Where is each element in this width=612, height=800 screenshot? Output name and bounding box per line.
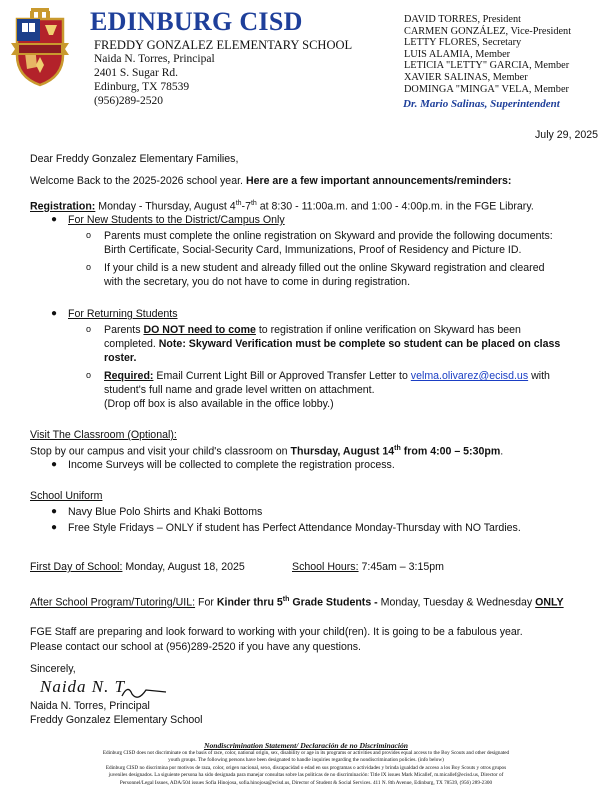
new-students-label: For New Students to the District/Campus Only (68, 214, 285, 226)
text: Email Current Light Bill or Approved Transfer Letter to (156, 370, 408, 382)
school-hours-value: 7:45am – 3:15pm (361, 561, 444, 573)
letter-date: July 29, 2025 (535, 129, 599, 141)
board-member: CARMEN GONZÁLEZ, Vice-President (404, 25, 572, 37)
board-member: DOMINGA "MINGA" VELA, Member (404, 83, 569, 95)
returning-item-1-line-3: roster. (104, 352, 137, 364)
new-item-2-line-1: If your child is a new student and already filled out the online Skyward registration and cleared (104, 262, 545, 274)
bullet-circle: o (86, 262, 92, 272)
required-label: Required: (104, 370, 154, 382)
first-day-value: Monday, August 18, 2025 (125, 561, 245, 573)
welcome-line (30, 174, 511, 188)
days: Monday, Tuesday & Wednesday (380, 596, 533, 609)
signature-name: Naida N. Torres, Principal (30, 700, 150, 712)
footer-line: Edinburg CISD does not discriminate on the basis of race, color, national origin, sex, disability or age in its programs or activities and provides equal access to the Boy Scouts and other designated (102, 750, 510, 756)
closing-line-1: FGE Staff are preparing and look forward to working with your child(ren). It is going to be a fabulous year. (30, 626, 523, 638)
bullet-circle: o (86, 324, 92, 334)
returning-item-1-line-2 (104, 337, 560, 351)
bullet-circle: o (86, 230, 92, 240)
district-name: EDINBURG CISD (90, 7, 303, 36)
new-item-1-line-1: Parents must complete the online registration on Skyward and provide the following documents: (104, 230, 553, 242)
welcome-text: Welcome Back to the 2025-2026 school year. (30, 175, 243, 187)
first-day-line (30, 560, 245, 574)
returning-item-2-line-2: student's full name and grade level written on attachment. (104, 384, 375, 396)
registration-dates-a: Monday - Thursday, August 4 (98, 200, 236, 213)
footer-line: Edinburg CISD no discrimina por motivos de raza, color, origen nacional, sexo, discapacidad o edad en sus programas o actividades y brinda igualdad de acceso a los Boy Scouts y otros grupos (105, 764, 507, 771)
text: Parents (104, 324, 141, 336)
footer-title: Nondiscrimination Statement/ Declaración de no Discriminación (204, 741, 408, 750)
bullet-circle: o (86, 370, 92, 380)
returning-item-2-line-3: (Drop off box is also available in the office lobby.) (104, 398, 334, 410)
returning-item-1-line-1 (104, 323, 521, 337)
school-phone: (956)289-2520 (94, 95, 163, 107)
bullet-dot: ● (51, 506, 58, 517)
footer-line: youth groups. The following persons have been designated to handle inquiries regarding the nondiscrimination policies. (info below) (168, 757, 444, 764)
bullet-dot: ● (51, 459, 58, 470)
signature-school: Freddy Gonzalez Elementary School (30, 714, 203, 726)
email-link[interactable]: velma.olivarez@ecisd.us (410, 370, 529, 382)
district-crest (9, 7, 71, 87)
board-member: LETTY FLORES, Secretary (404, 37, 522, 49)
registration-dates-b: -7 (241, 200, 251, 213)
only: ONLY (535, 596, 564, 609)
board-member: LETICIA "LETTY" GARCIA, Member (404, 60, 570, 72)
note: Note: Skyward Verification must be complete so student can be placed on class (158, 338, 561, 350)
sup: th (250, 200, 257, 207)
uniform-bullet-1: Navy Blue Polo Shirts and Khaki Bottoms (68, 506, 263, 518)
board-member: DAVID TORRES, President (404, 14, 521, 25)
greeting: Dear Freddy Gonzalez Elementary Families, (30, 153, 239, 165)
signature: Naida N. T (40, 677, 126, 696)
text: . (500, 445, 504, 458)
uniform-bullet-2: Free Style Fridays – ONLY if student has Perfect Attendance Monday-Thursday with NO Tardies. (68, 522, 521, 534)
principal-line: Naida N. Torres, Principal (94, 53, 215, 65)
uniform-title: School Uniform (30, 490, 103, 502)
superintendent: Dr. Mario Salinas, Superintendent (403, 98, 560, 110)
school-hours-label: School Hours: (292, 561, 359, 573)
text: with (531, 370, 550, 382)
grades-suffix: Grade Students - (292, 596, 378, 609)
visit-bullet: Income Surveys will be collected to complete the registration process. (68, 459, 395, 471)
visit-time: from 4:00 – 5:30pm (403, 445, 501, 458)
closing-line-2: Please contact our school at (956)289-2520 if you have any questions. (30, 641, 361, 653)
sincerely: Sincerely, (30, 663, 76, 675)
after-school-line (30, 593, 564, 610)
bullet-dot: ● (51, 214, 58, 225)
new-item-1-line-2: Birth Certificate, Social-Security Card, Immunizations, Proof of Residency and Picture ID. (104, 244, 522, 256)
returning-students-label: For Returning Students (68, 308, 178, 320)
registration-line (30, 197, 534, 214)
returning-item-2-line-1 (104, 369, 550, 383)
school-address-2: Edinburg, TX 78539 (94, 81, 190, 93)
bullet-dot: ● (51, 308, 58, 319)
footer-line: Personnel/Legal Issues, ADA/504 issues Sofia Hinojosa, sofia.hinojosa@ecisd.us, Director of Student & Social Services. 411 N. 8th Avenue, Edinburg, TX 78539, (956) 289-2300 (119, 779, 493, 786)
visit-line (30, 442, 503, 459)
sup: th (282, 596, 290, 603)
text: to registration if online verification on Skyward has been (258, 324, 521, 336)
text: For (198, 596, 214, 609)
text: completed. (104, 338, 156, 350)
emphasis: DO NOT need to come (143, 324, 256, 336)
footer-text (0, 750, 612, 787)
school-hours-line (292, 560, 444, 574)
board-member: LUIS ALAMIA, Member (404, 48, 511, 60)
after-school-label: After School Program/Tutoring/UIL: (30, 596, 196, 609)
registration-times: at 8:30 - 11:00a.m. and 1:00 - 4:00p.m. in the FGE Library. (259, 200, 534, 213)
visit-date: Thursday, August 14 (290, 445, 395, 458)
bullet-dot: ● (51, 522, 58, 533)
board-member: XAVIER SALINAS, Member (404, 71, 528, 83)
sup: th (235, 200, 242, 207)
text: Stop by our campus and visit your child's classroom on (30, 445, 288, 458)
registration-label: Registration: (30, 200, 96, 213)
board-list (404, 14, 571, 95)
first-day-label: First Day of School: (30, 561, 123, 573)
new-item-2-line-2: with the secretary, you do not have to come in during registration. (104, 276, 411, 288)
visit-title: Visit The Classroom (Optional): (30, 429, 177, 441)
welcome-bold: Here are a few important announcements/reminders: (245, 175, 512, 187)
school-address-1: 2401 S. Sugar Rd. (94, 67, 179, 79)
school-name: FREDDY GONZALEZ ELEMENTARY SCHOOL (94, 38, 353, 52)
grades: Kinder thru 5 (216, 596, 283, 609)
sup: th (394, 445, 401, 452)
footer-line: juveniles designados. La siguiente persona ha sido designada para manejar consultas sobre las políticas de no discriminación: Title IX issues Mark Micallef, m.micallef@ecisd.us, Director of (108, 772, 504, 779)
